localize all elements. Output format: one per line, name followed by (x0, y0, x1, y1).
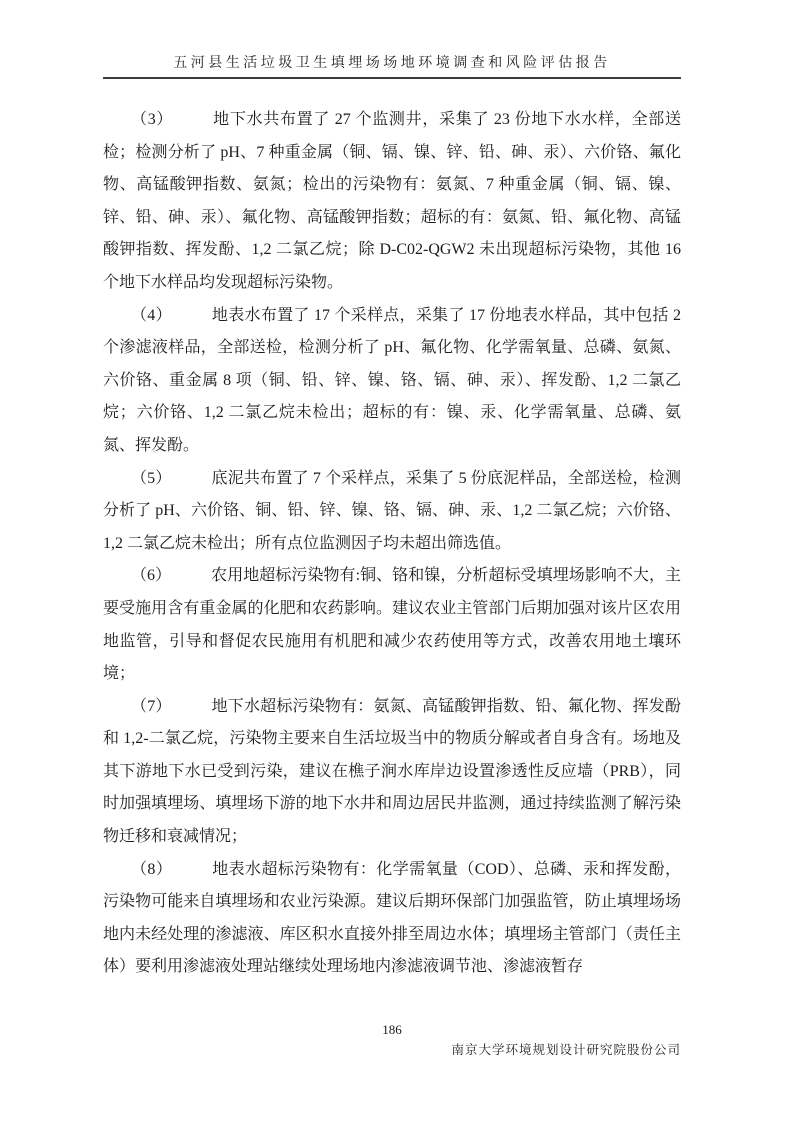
footer-organization: 南京大学环境规划设计研究院股份公司 (451, 1043, 681, 1057)
paragraph-number: （7） (131, 697, 172, 715)
paragraph (103, 300, 681, 463)
paragraph-number: （4） (131, 306, 172, 324)
paragraph-number: （5） (131, 469, 172, 487)
paragraph-text: 底泥共布置了 7 个采样点，采集了 5 份底泥样品，全部送检，检测分析了 pH、六价铬、铜、铅、锌、镍、铬、镉、砷、汞、1,2 二氯乙烷；六价铬、1,2 二氯乙烷未检出；所有点位监测因子均未超出筛选值。 (103, 469, 681, 552)
document-body (103, 104, 681, 984)
paragraph (103, 104, 681, 300)
page-number: 186 (382, 1022, 402, 1037)
paragraph-text: 地表水超标污染物有：化学需氧量（COD）、总磷、汞和挥发酚，污染物可能来自填埋场和农业污染源。建议后期环保部门加强监管，防止填埋场场地内未经处理的渗滤液、库区积水直接外排至周边水体；填埋场主管部门（责任主体）要利用渗滤液处理站继续处理场地内渗滤液调节池、渗滤液暂存 (103, 860, 681, 976)
header-title: 五河县生活垃圾卫生填埋场场地环境调查和风险评估报告 (173, 56, 611, 71)
paragraph-text: 地下水超标污染物有：氨氮、高锰酸钾指数、铅、氟化物、挥发酚和 1,2-二氯乙烷，污染物主要来自生活垃圾当中的物质分解或者自身含有。场地及其下游地下水已受到污染，建议在樵子涧水库岸边设置渗透性反应墙（PRB），同时加强填埋场、填埋场下游的地下水井和周边居民井监测，通过持续监测了解污染物迁移和衰减情况； (103, 697, 681, 846)
header-rule (103, 77, 681, 79)
paragraph-text: 地表水布置了 17 个采样点，采集了 17 份地表水样品，其中包括 2 个渗滤液样品，全部送检，检测分析了 pH、氟化物、化学需氧量、总磷、氨氮、六价铬、重金属 8 项（铜、铅、锌、镍、铬、镉、砷、汞）、挥发酚、1,2 二氯乙烷；六价铬、1,2 二氯乙烷未检出；超标的有：镍、汞、化学需氧量、总磷、氨氮、挥发酚。 (103, 306, 681, 454)
paragraph (103, 691, 681, 854)
paragraph (103, 560, 681, 690)
paragraph-text: 地下水共布置了 27 个监测井，采集了 23 份地下水水样，全部送检；检测分析了 pH、7 种重金属（铜、镉、镍、锌、铅、砷、汞）、六价铬、氟化物、高锰酸钾指数、氨氮；检出的污染物有：氨氮、7 种重金属（铜、镉、镍、锌、铅、砷、汞）、氟化物、高锰酸钾指数；超标的有：氨氮、铅、氟化物、高锰酸钾指数、挥发酚、1,2 二氯乙烷；除 D-C02-QGW2 未出现超标污染物，其他 16 个地下水样品均发现超标污染物。 (103, 111, 681, 291)
paragraph-number: （8） (131, 860, 173, 878)
paragraph (103, 854, 681, 984)
paragraph-number: （3） (131, 111, 174, 128)
paragraph (103, 463, 681, 561)
paragraph-text: 农用地超标污染物有:铜、铬和镍，分析超标受填埋场影响不大，主要受施用含有重金属的化肥和农药影响。建议农业主管部门后期加强对该片区农用地监管，引导和督促农民施用有机肥和减少农药使用等方式，改善农用地土壤环境； (103, 567, 681, 683)
paragraph-number: （6） (131, 567, 172, 585)
page-header (103, 52, 681, 87)
